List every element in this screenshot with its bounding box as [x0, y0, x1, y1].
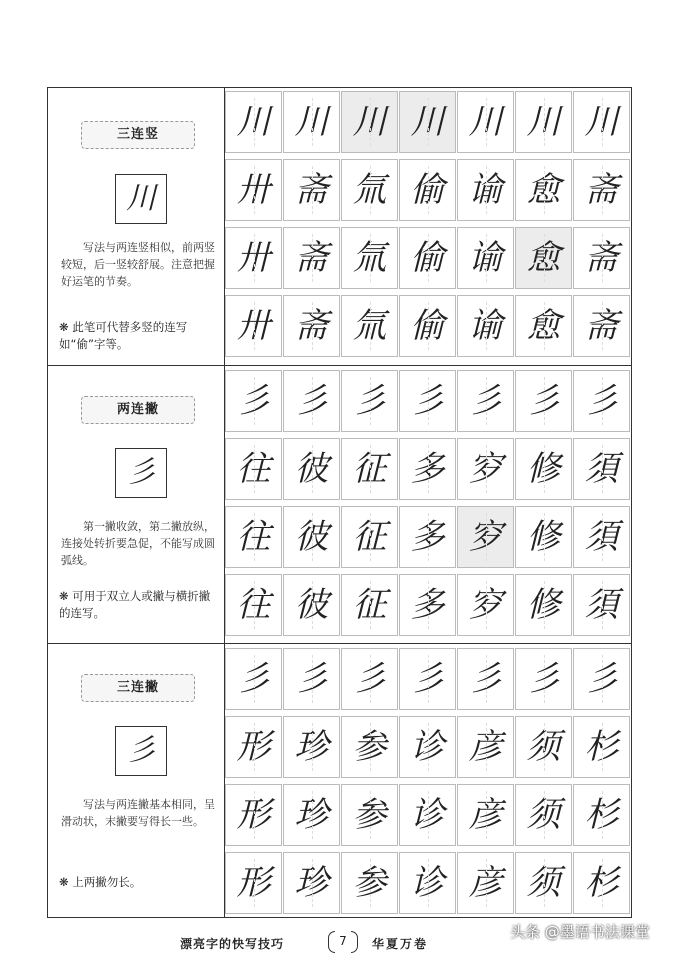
watermark: 头条 @墨语书法课堂 [510, 923, 650, 941]
grid-cell: 形 [225, 716, 282, 778]
grid-cell: 氚 [341, 295, 398, 357]
grid-cell: 彦 [457, 716, 514, 778]
grid-cell: 彡 [341, 370, 398, 432]
grid-cell: 彼 [283, 506, 340, 568]
grid-cell: 形 [225, 852, 282, 914]
grid-cell: 珍 [283, 784, 340, 846]
grid-cell: 彡 [399, 648, 456, 710]
grid-cell: 多 [399, 506, 456, 568]
grid-cell: 彦 [457, 852, 514, 914]
grid-cell: 川 [341, 91, 398, 153]
grid-cell: 往 [225, 506, 282, 568]
grid-cell: 卅 [225, 295, 282, 357]
section-title: 三连撇 [81, 674, 195, 702]
grid-cell: 偷 [399, 159, 456, 221]
grid-cell: 往 [225, 438, 282, 500]
grid-cell: 参 [341, 784, 398, 846]
section-left-panel [47, 87, 225, 365]
grid-cell: 斋 [283, 295, 340, 357]
grid-cell: 修 [515, 574, 572, 636]
section-left-panel [47, 644, 225, 918]
section-description: 写法与两连竖相似，前两竖较短，后一竖较舒展。注意把握好运笔的节奏。 [61, 241, 215, 288]
grid-cell: 彡 [225, 648, 282, 710]
section-note: ❋ 上两撇勿长。 [59, 875, 142, 889]
practice-grid [225, 644, 632, 914]
demo-character: 彡 [115, 448, 167, 498]
footer-book-title: 漂亮字的快写技巧 [180, 937, 285, 951]
grid-cell: 彡 [283, 370, 340, 432]
grid-cell: 修 [515, 438, 572, 500]
grid-cell: 彡 [225, 370, 282, 432]
grid-cell: 川 [283, 91, 340, 153]
practice-grid [225, 366, 632, 636]
grid-row [225, 648, 632, 710]
grid-cell: 川 [399, 91, 456, 153]
section-left-panel [47, 366, 225, 643]
demo-character: 川 [115, 174, 167, 224]
grid-cell: 穸 [457, 506, 514, 568]
section-description: 写法与两连撇基本相同，呈滑动状，末撇要写得长一些。 [61, 798, 215, 828]
page-number: 7 [328, 931, 358, 951]
grid-cell: 杉 [573, 852, 630, 914]
grid-cell: 斋 [573, 227, 630, 289]
grid-cell: 須 [573, 438, 630, 500]
grid-cell: 斋 [283, 159, 340, 221]
grid-cell: 征 [341, 438, 398, 500]
grid-cell: 斋 [573, 159, 630, 221]
grid-cell: 诊 [399, 852, 456, 914]
grid-cell: 彼 [283, 574, 340, 636]
section-note: ❋ 可用于双立人或撇与横折撇的连写。 [59, 589, 211, 620]
grid-row [225, 852, 632, 914]
grid-row [225, 370, 632, 432]
demo-character: 彡 [115, 726, 167, 776]
grid-cell: 珍 [283, 716, 340, 778]
grid-cell: 川 [225, 91, 282, 153]
grid-cell: 彡 [515, 648, 572, 710]
grid-row [225, 91, 632, 153]
grid-cell: 谕 [457, 295, 514, 357]
grid-cell: 穸 [457, 438, 514, 500]
grid-cell: 氚 [341, 159, 398, 221]
grid-cell: 杉 [573, 784, 630, 846]
grid-cell: 偷 [399, 295, 456, 357]
grid-cell: 愈 [515, 227, 572, 289]
grid-cell: 参 [341, 852, 398, 914]
grid-cell: 彡 [283, 648, 340, 710]
grid-cell: 珍 [283, 852, 340, 914]
grid-row [225, 295, 632, 357]
grid-cell: 诊 [399, 716, 456, 778]
grid-cell: 谕 [457, 159, 514, 221]
grid-cell: 多 [399, 438, 456, 500]
section-note: ❋ 此笔可代替多竖的连写如“偷”字等。 [59, 320, 188, 351]
grid-cell: 斋 [283, 227, 340, 289]
grid-cell: 川 [515, 91, 572, 153]
grid-cell: 偷 [399, 227, 456, 289]
grid-cell: 卅 [225, 159, 282, 221]
grid-cell: 彦 [457, 784, 514, 846]
section-title: 三连竖 [81, 121, 195, 149]
grid-cell: 彡 [457, 370, 514, 432]
practice-grid [225, 87, 632, 357]
grid-cell: 征 [341, 574, 398, 636]
grid-cell: 多 [399, 574, 456, 636]
section-description: 第一撇收敛，第二撇放纵，连接处转折要急促，不能写成圆弧线。 [61, 520, 215, 567]
grid-cell: 杉 [573, 716, 630, 778]
grid-cell: 须 [515, 784, 572, 846]
grid-cell: 彡 [573, 370, 630, 432]
grid-cell: 穸 [457, 574, 514, 636]
grid-row [225, 574, 632, 636]
grid-cell: 彼 [283, 438, 340, 500]
grid-cell: 形 [225, 784, 282, 846]
grid-row [225, 506, 632, 568]
section-liang-lian-pie [47, 365, 632, 643]
grid-cell: 川 [457, 91, 514, 153]
section-san-lian-pie [47, 643, 632, 918]
footer-publisher: 华夏万卷 [372, 937, 429, 951]
grid-cell: 征 [341, 506, 398, 568]
grid-cell: 彡 [457, 648, 514, 710]
grid-cell: 須 [573, 574, 630, 636]
grid-cell: 彡 [515, 370, 572, 432]
grid-cell: 彡 [399, 370, 456, 432]
grid-row [225, 784, 632, 846]
grid-cell: 川 [573, 91, 630, 153]
grid-row [225, 159, 632, 221]
grid-cell: 卅 [225, 227, 282, 289]
grid-cell: 须 [515, 852, 572, 914]
section-san-lian-shu [47, 87, 632, 365]
grid-cell: 愈 [515, 295, 572, 357]
grid-cell: 須 [573, 506, 630, 568]
section-title: 两连撇 [81, 396, 195, 424]
grid-cell: 彡 [573, 648, 630, 710]
grid-cell: 往 [225, 574, 282, 636]
grid-cell: 诊 [399, 784, 456, 846]
grid-row [225, 227, 632, 289]
grid-cell: 谕 [457, 227, 514, 289]
grid-cell: 氚 [341, 227, 398, 289]
grid-row [225, 438, 632, 500]
grid-cell: 修 [515, 506, 572, 568]
grid-row [225, 716, 632, 778]
grid-cell: 斋 [573, 295, 630, 357]
grid-cell: 彡 [341, 648, 398, 710]
grid-cell: 须 [515, 716, 572, 778]
grid-cell: 参 [341, 716, 398, 778]
grid-cell: 愈 [515, 159, 572, 221]
